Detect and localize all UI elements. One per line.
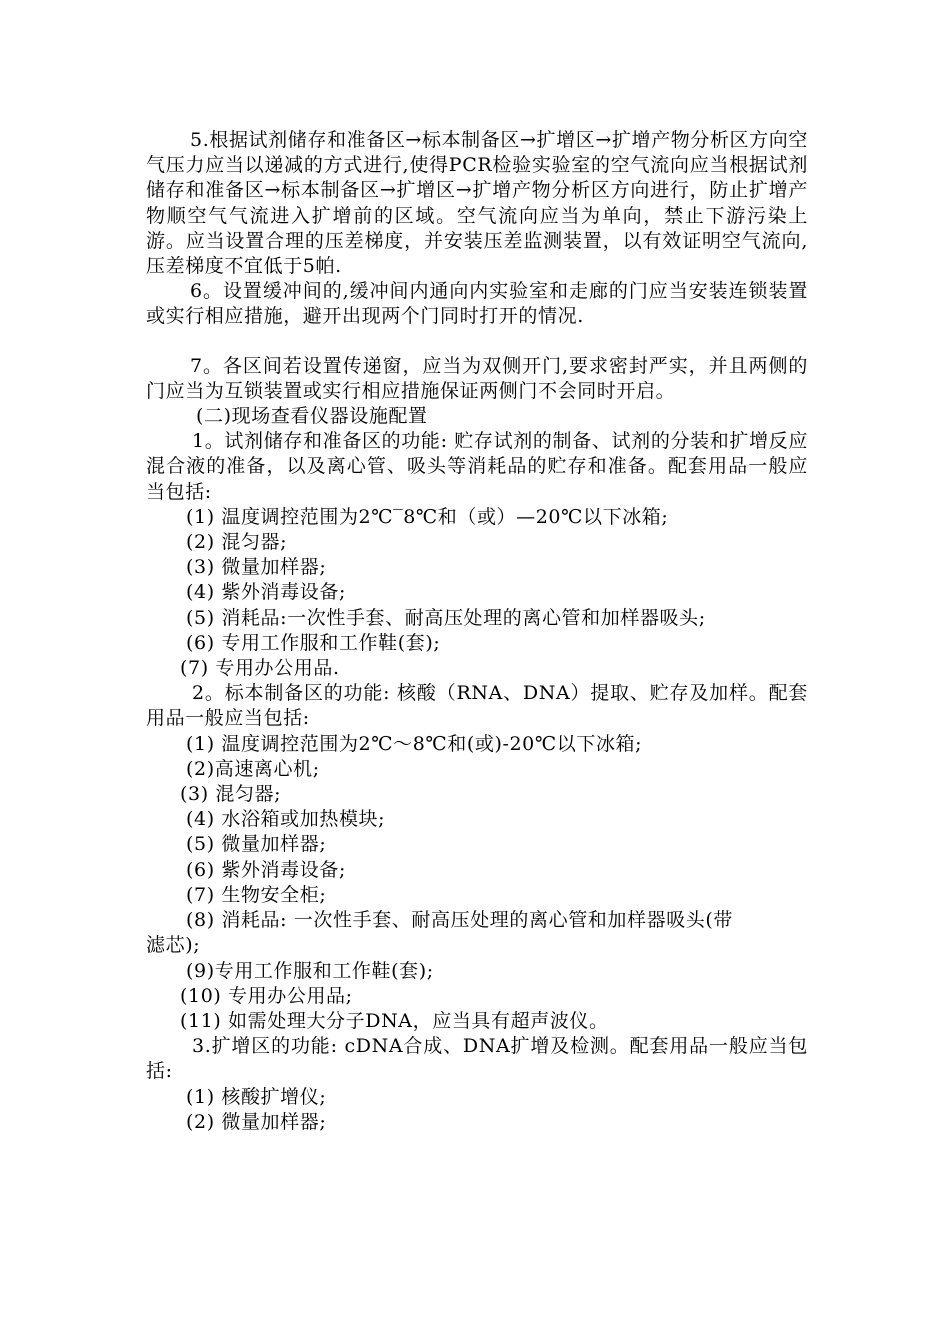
document-page <box>146 128 808 1135</box>
list-item: (2) 混匀器; <box>186 531 288 554</box>
list-item: (6) 紫外消毒设备; <box>186 858 346 881</box>
list-item: (1) 温度调控范围为2℃～8℃和(或)-20℃以下冰箱; <box>186 732 643 755</box>
list-item: (1) 核酸扩增仪; <box>186 1085 327 1108</box>
list-item: (9)专用工作服和工作鞋(套); <box>186 959 434 982</box>
section-3-intro: 3.扩增区的功能: cDNA合成、DNA扩增及检测。配套用品一般应当包括: <box>146 1035 808 1083</box>
list-item: (7) 专用办公用品. <box>180 657 340 680</box>
list-item-continuation: 滤芯); <box>146 934 201 957</box>
section-2-intro: 2。标本制备区的功能: 核酸（RNA、DNA）提取、贮存及加样。配套用品一般应当包括: <box>146 682 808 730</box>
list-item: (6) 专用工作服和工作鞋(套); <box>186 631 441 654</box>
list-item: (3) 混匀器; <box>180 783 282 806</box>
section-1-intro: 1。试剂储存和准备区的功能: 贮存试剂的制备、试剂的分装和扩增反应混合液的准备，以及离心管、吸头等消耗品的贮存和准备。配套用品一般应当包括: <box>146 430 808 503</box>
list-item: (5) 微量加样器; <box>186 833 327 856</box>
paragraph-gap <box>146 330 808 354</box>
list-item: (5) 消耗品:一次性手套、耐高压处理的离心管和加样器吸头; <box>186 606 706 629</box>
section-heading: (二)现场查看仪器设施配置 <box>196 405 428 428</box>
list-item: (4) 水浴箱或加热模块; <box>186 808 386 831</box>
paragraph-7: 7。各区间若设置传递窗，应当为双侧开门,要求密封严实，并且两侧的门应当为互锁装置或实行相应措施保证两侧门不会同时开启。 <box>146 354 808 402</box>
list-item: (2)高速离心机; <box>186 757 320 780</box>
list-item: (1) 温度调控范围为2℃‾8℃和（或）—20℃以下冰箱; <box>186 505 669 528</box>
list-item: (11) 如需处理大分子DNA，应当具有超声波仪。 <box>180 1009 609 1032</box>
paragraph-5: 5.根据试剂储存和准备区→标本制备区→扩增区→扩增产物分析区方向空气压力应当以递减的方式进行,使得PCR检验实验室的空气流向应当根据试剂储存和准备区→标本制备区→扩增区→扩增产物分析区方向进行，防止扩增产物顺空气气流进入扩增前的区域。空气流向应当为单向，禁止下游污染上游。应当设置合理的压差梯度，并安装压差监测装置，以有效证明空气流向,压差梯度不宜低于5帕. <box>146 129 808 278</box>
list-item: (10) 专用办公用品; <box>180 984 353 1007</box>
paragraph-6: 6。设置缓冲间的,缓冲间内通向内实验室和走廊的门应当安装连锁装置或实行相应措施，避开出现两个门同时打开的情况. <box>146 280 808 328</box>
list-item: (4) 紫外消毒设备; <box>186 581 346 604</box>
list-item: (2) 微量加样器; <box>186 1110 327 1133</box>
list-item: (7) 生物安全柜; <box>186 883 327 906</box>
list-item: (3) 微量加样器; <box>186 556 327 579</box>
list-item: (8) 消耗品: 一次性手套、耐高压处理的离心管和加样器吸头(带 <box>186 909 734 932</box>
